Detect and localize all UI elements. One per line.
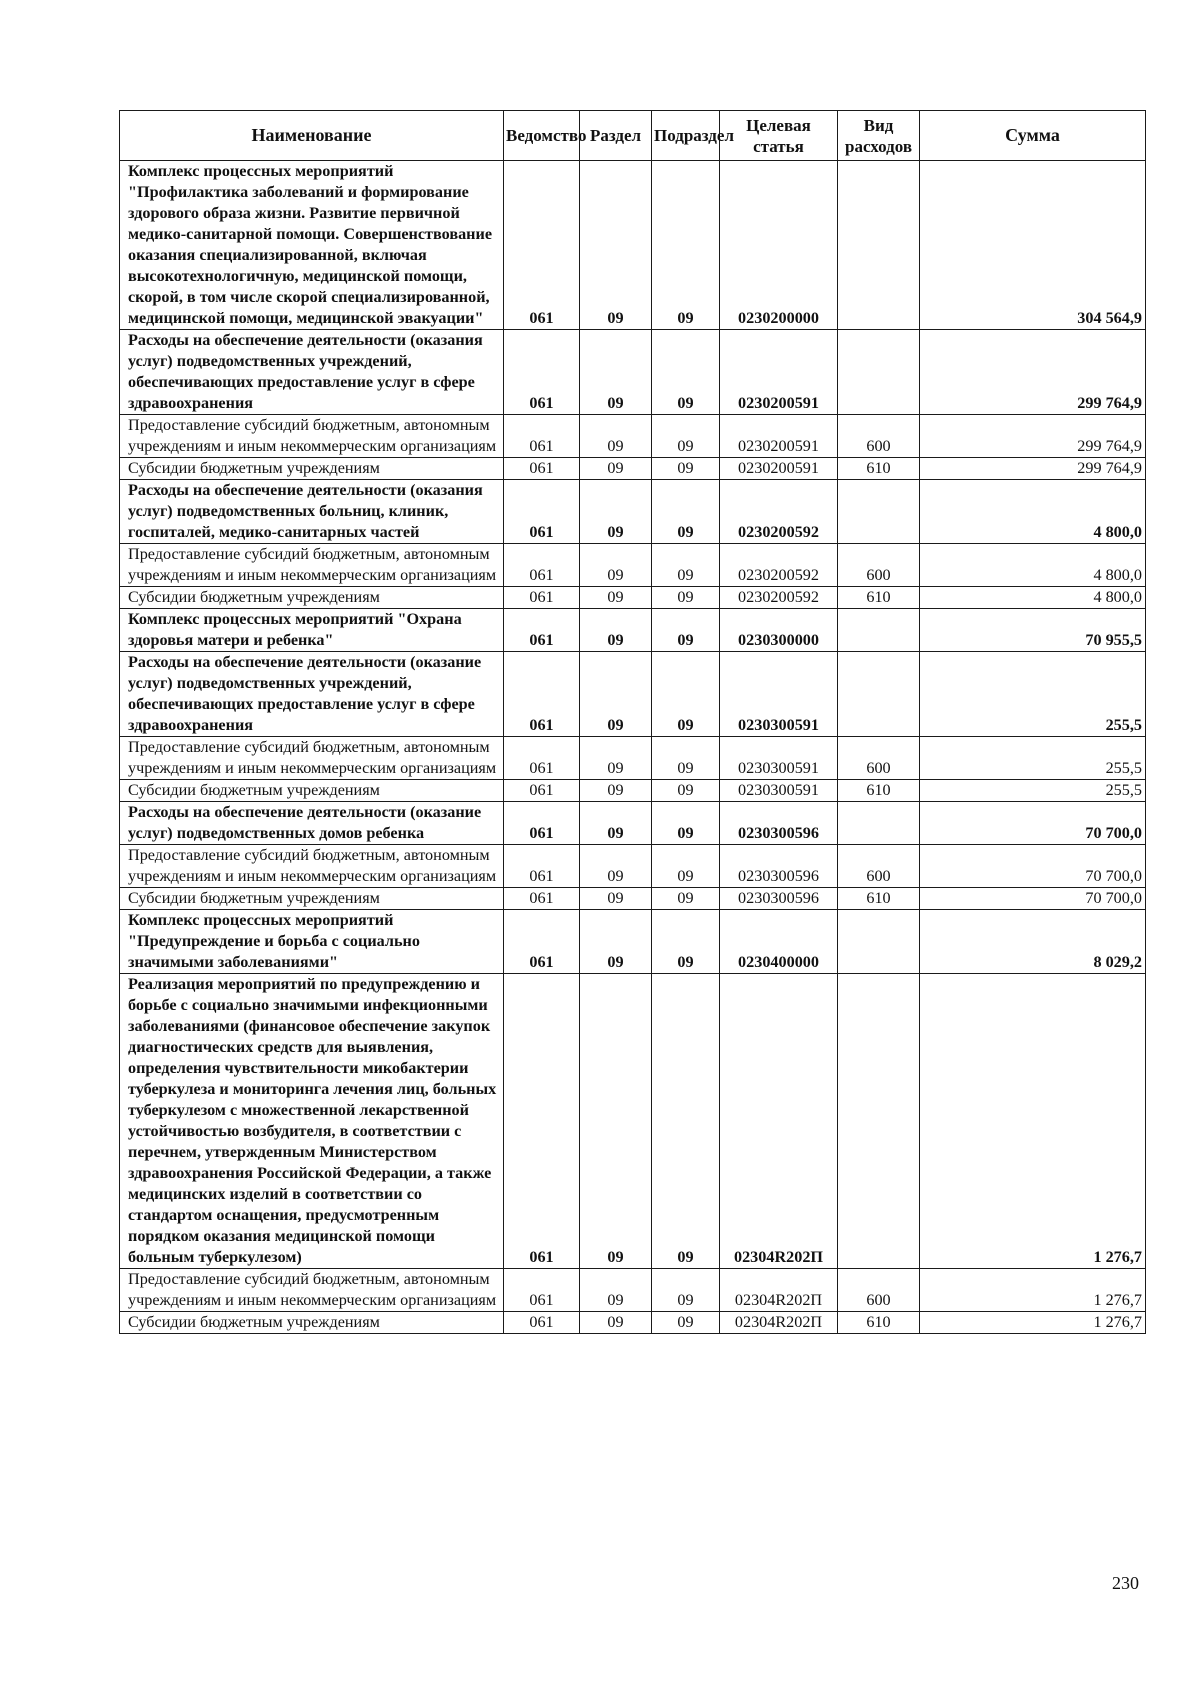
cell-podrazdel: 09 <box>652 1269 720 1312</box>
cell-tselevaya-statya: 0230300591 <box>720 652 838 737</box>
cell-razdel: 09 <box>580 480 652 544</box>
cell-razdel: 09 <box>580 845 652 888</box>
cell-tselevaya-statya: 02304R202П <box>720 1269 838 1312</box>
cell-vedomstvo: 061 <box>504 910 580 974</box>
cell-vid-raskhodov: 610 <box>838 587 920 609</box>
cell-name: Предоставление субсидий бюджетным, автономным учреждениям и иным некоммерческим организациям <box>120 415 504 458</box>
cell-vid-raskhodov: 600 <box>838 1269 920 1312</box>
table-body <box>120 161 1146 1334</box>
cell-vedomstvo: 061 <box>504 544 580 587</box>
cell-name: Реализация мероприятий по предупреждению и борьбе с социально значимыми инфекционными заболеваниями (финансовое обеспечение закупок диагностических средств для выявления, определения чувствительности микобактерии туберкулеза и мониторинга лечения лиц, больных туберкулезом с множественной лекарственной устойчивостью возбудителя, в соответствии с перечнем, утвержденным Министерством здравоохранения Российской Федерации, а также медицинских изделий в соответствии со стандартом оснащения, предусмотренным порядком оказания медицинской помощи больным туберкулезом) <box>120 974 504 1269</box>
cell-summa: 8 029,2 <box>920 910 1146 974</box>
table-row <box>120 845 1146 888</box>
cell-vedomstvo: 061 <box>504 458 580 480</box>
cell-vid-raskhodov: 600 <box>838 544 920 587</box>
table-row <box>120 910 1146 974</box>
cell-tselevaya-statya: 0230400000 <box>720 910 838 974</box>
cell-razdel: 09 <box>580 780 652 802</box>
table-header-row <box>120 111 1146 161</box>
cell-vid-raskhodov: 600 <box>838 737 920 780</box>
cell-podrazdel: 09 <box>652 330 720 415</box>
cell-vedomstvo: 061 <box>504 330 580 415</box>
cell-razdel: 09 <box>580 910 652 974</box>
cell-summa: 255,5 <box>920 652 1146 737</box>
cell-razdel: 09 <box>580 458 652 480</box>
cell-tselevaya-statya: 02304R202П <box>720 974 838 1269</box>
cell-tselevaya-statya: 02304R202П <box>720 1312 838 1334</box>
cell-podrazdel: 09 <box>652 458 720 480</box>
cell-razdel: 09 <box>580 1312 652 1334</box>
cell-summa: 70 700,0 <box>920 802 1146 845</box>
cell-tselevaya-statya: 0230200592 <box>720 544 838 587</box>
cell-name: Комплекс процессных мероприятий "Профилактика заболеваний и формирование здорового образа жизни. Развитие первичной медико-санитарной помощи. Совершенствование оказания специализированной, включая высокотехнологичную, медицинской помощи, скорой, в том числе скорой специализированной, медицинской помощи, медицинской эвакуации" <box>120 161 504 330</box>
cell-tselevaya-statya: 0230200592 <box>720 480 838 544</box>
cell-vedomstvo: 061 <box>504 888 580 910</box>
cell-razdel: 09 <box>580 888 652 910</box>
cell-name: Субсидии бюджетным учреждениям <box>120 780 504 802</box>
cell-name: Субсидии бюджетным учреждениям <box>120 587 504 609</box>
cell-tselevaya-statya: 0230300596 <box>720 802 838 845</box>
cell-podrazdel: 09 <box>652 888 720 910</box>
cell-vid-raskhodov <box>838 480 920 544</box>
cell-vedomstvo: 061 <box>504 780 580 802</box>
cell-name: Комплекс процессных мероприятий "Охрана здоровья матери и ребенка" <box>120 609 504 652</box>
cell-podrazdel: 09 <box>652 1312 720 1334</box>
cell-summa: 1 276,7 <box>920 974 1146 1269</box>
cell-name: Расходы на обеспечение деятельности (оказание услуг) подведомственных домов ребенка <box>120 802 504 845</box>
table-row <box>120 480 1146 544</box>
cell-vedomstvo: 061 <box>504 974 580 1269</box>
table-row <box>120 780 1146 802</box>
cell-vid-raskhodov <box>838 652 920 737</box>
cell-podrazdel: 09 <box>652 480 720 544</box>
table-row <box>120 737 1146 780</box>
cell-name: Предоставление субсидий бюджетным, автономным учреждениям и иным некоммерческим организациям <box>120 737 504 780</box>
cell-name: Предоставление субсидий бюджетным, автономным учреждениям и иным некоммерческим организациям <box>120 845 504 888</box>
cell-summa: 4 800,0 <box>920 587 1146 609</box>
table-row <box>120 458 1146 480</box>
table-row <box>120 330 1146 415</box>
table-row <box>120 888 1146 910</box>
cell-tselevaya-statya: 0230200000 <box>720 161 838 330</box>
cell-summa: 255,5 <box>920 737 1146 780</box>
table-row <box>120 1312 1146 1334</box>
cell-vedomstvo: 061 <box>504 802 580 845</box>
cell-summa: 1 276,7 <box>920 1269 1146 1312</box>
header-podrazdel: Подраздел <box>652 111 720 161</box>
header-razdel: Раздел <box>580 111 652 161</box>
cell-vid-raskhodov: 610 <box>838 780 920 802</box>
cell-tselevaya-statya: 0230300591 <box>720 780 838 802</box>
cell-vedomstvo: 061 <box>504 1269 580 1312</box>
cell-tselevaya-statya: 0230300591 <box>720 737 838 780</box>
cell-summa: 299 764,9 <box>920 415 1146 458</box>
cell-tselevaya-statya: 0230300596 <box>720 845 838 888</box>
cell-razdel: 09 <box>580 1269 652 1312</box>
cell-summa: 304 564,9 <box>920 161 1146 330</box>
cell-razdel: 09 <box>580 802 652 845</box>
cell-name: Предоставление субсидий бюджетным, автономным учреждениям и иным некоммерческим организациям <box>120 1269 504 1312</box>
cell-vedomstvo: 061 <box>504 609 580 652</box>
table-row <box>120 802 1146 845</box>
cell-razdel: 09 <box>580 652 652 737</box>
table-row <box>120 974 1146 1269</box>
header-vid-raskhodov: Вид расходов <box>838 111 920 161</box>
cell-vid-raskhodov <box>838 330 920 415</box>
cell-vid-raskhodov <box>838 161 920 330</box>
cell-summa: 1 276,7 <box>920 1312 1146 1334</box>
cell-vid-raskhodov: 600 <box>838 845 920 888</box>
header-summa: Сумма <box>920 111 1146 161</box>
cell-vedomstvo: 061 <box>504 1312 580 1334</box>
cell-vid-raskhodov: 610 <box>838 458 920 480</box>
cell-vedomstvo: 061 <box>504 737 580 780</box>
cell-podrazdel: 09 <box>652 161 720 330</box>
cell-name: Расходы на обеспечение деятельности (оказание услуг) подведомственных учреждений, обеспечивающих предоставление услуг в сфере здравоохранения <box>120 652 504 737</box>
cell-name: Субсидии бюджетным учреждениям <box>120 458 504 480</box>
cell-tselevaya-statya: 0230200591 <box>720 330 838 415</box>
header-vedomstvo: Ведомство <box>504 111 580 161</box>
cell-tselevaya-statya: 0230200591 <box>720 415 838 458</box>
cell-name: Расходы на обеспечение деятельности (оказания услуг) подведомственных учреждений, обеспечивающих предоставление услуг в сфере здравоохранения <box>120 330 504 415</box>
cell-razdel: 09 <box>580 161 652 330</box>
cell-razdel: 09 <box>580 330 652 415</box>
cell-name: Субсидии бюджетным учреждениям <box>120 1312 504 1334</box>
cell-summa: 70 955,5 <box>920 609 1146 652</box>
cell-podrazdel: 09 <box>652 544 720 587</box>
cell-name: Предоставление субсидий бюджетным, автономным учреждениям и иным некоммерческим организациям <box>120 544 504 587</box>
cell-vedomstvo: 061 <box>504 415 580 458</box>
table-row <box>120 415 1146 458</box>
cell-vid-raskhodov <box>838 974 920 1269</box>
cell-summa: 70 700,0 <box>920 888 1146 910</box>
cell-summa: 70 700,0 <box>920 845 1146 888</box>
cell-podrazdel: 09 <box>652 609 720 652</box>
cell-vid-raskhodov: 610 <box>838 1312 920 1334</box>
cell-name: Расходы на обеспечение деятельности (оказания услуг) подведомственных больниц, клиник, госпиталей, медико-санитарных частей <box>120 480 504 544</box>
cell-tselevaya-statya: 0230300596 <box>720 888 838 910</box>
cell-tselevaya-statya: 0230200592 <box>720 587 838 609</box>
cell-podrazdel: 09 <box>652 910 720 974</box>
cell-razdel: 09 <box>580 974 652 1269</box>
cell-podrazdel: 09 <box>652 974 720 1269</box>
cell-vedomstvo: 061 <box>504 845 580 888</box>
table-row <box>120 1269 1146 1312</box>
cell-vid-raskhodov <box>838 802 920 845</box>
cell-razdel: 09 <box>580 415 652 458</box>
cell-vid-raskhodov <box>838 910 920 974</box>
header-tselevaya-statya: Целевая статья <box>720 111 838 161</box>
cell-vedomstvo: 061 <box>504 480 580 544</box>
cell-podrazdel: 09 <box>652 587 720 609</box>
cell-razdel: 09 <box>580 737 652 780</box>
cell-summa: 255,5 <box>920 780 1146 802</box>
cell-vedomstvo: 061 <box>504 587 580 609</box>
cell-vedomstvo: 061 <box>504 161 580 330</box>
cell-podrazdel: 09 <box>652 845 720 888</box>
cell-razdel: 09 <box>580 587 652 609</box>
cell-vedomstvo: 061 <box>504 652 580 737</box>
cell-summa: 4 800,0 <box>920 544 1146 587</box>
table-row <box>120 544 1146 587</box>
cell-name: Субсидии бюджетным учреждениям <box>120 888 504 910</box>
cell-summa: 4 800,0 <box>920 480 1146 544</box>
table-row <box>120 609 1146 652</box>
table-row <box>120 652 1146 737</box>
header-name: Наименование <box>120 111 504 161</box>
cell-podrazdel: 09 <box>652 415 720 458</box>
cell-podrazdel: 09 <box>652 802 720 845</box>
cell-summa: 299 764,9 <box>920 330 1146 415</box>
table-row <box>120 587 1146 609</box>
cell-vid-raskhodov: 600 <box>838 415 920 458</box>
cell-podrazdel: 09 <box>652 652 720 737</box>
page-number: 230 <box>1112 1573 1139 1593</box>
cell-razdel: 09 <box>580 544 652 587</box>
cell-vid-raskhodov <box>838 609 920 652</box>
cell-tselevaya-statya: 0230300000 <box>720 609 838 652</box>
table-row <box>120 161 1146 330</box>
cell-name: Комплекс процессных мероприятий "Предупреждение и борьба с социально значимыми заболеваниями" <box>120 910 504 974</box>
cell-podrazdel: 09 <box>652 780 720 802</box>
cell-vid-raskhodov: 610 <box>838 888 920 910</box>
budget-table <box>119 110 1146 1334</box>
cell-tselevaya-statya: 0230200591 <box>720 458 838 480</box>
cell-razdel: 09 <box>580 609 652 652</box>
cell-podrazdel: 09 <box>652 737 720 780</box>
cell-summa: 299 764,9 <box>920 458 1146 480</box>
